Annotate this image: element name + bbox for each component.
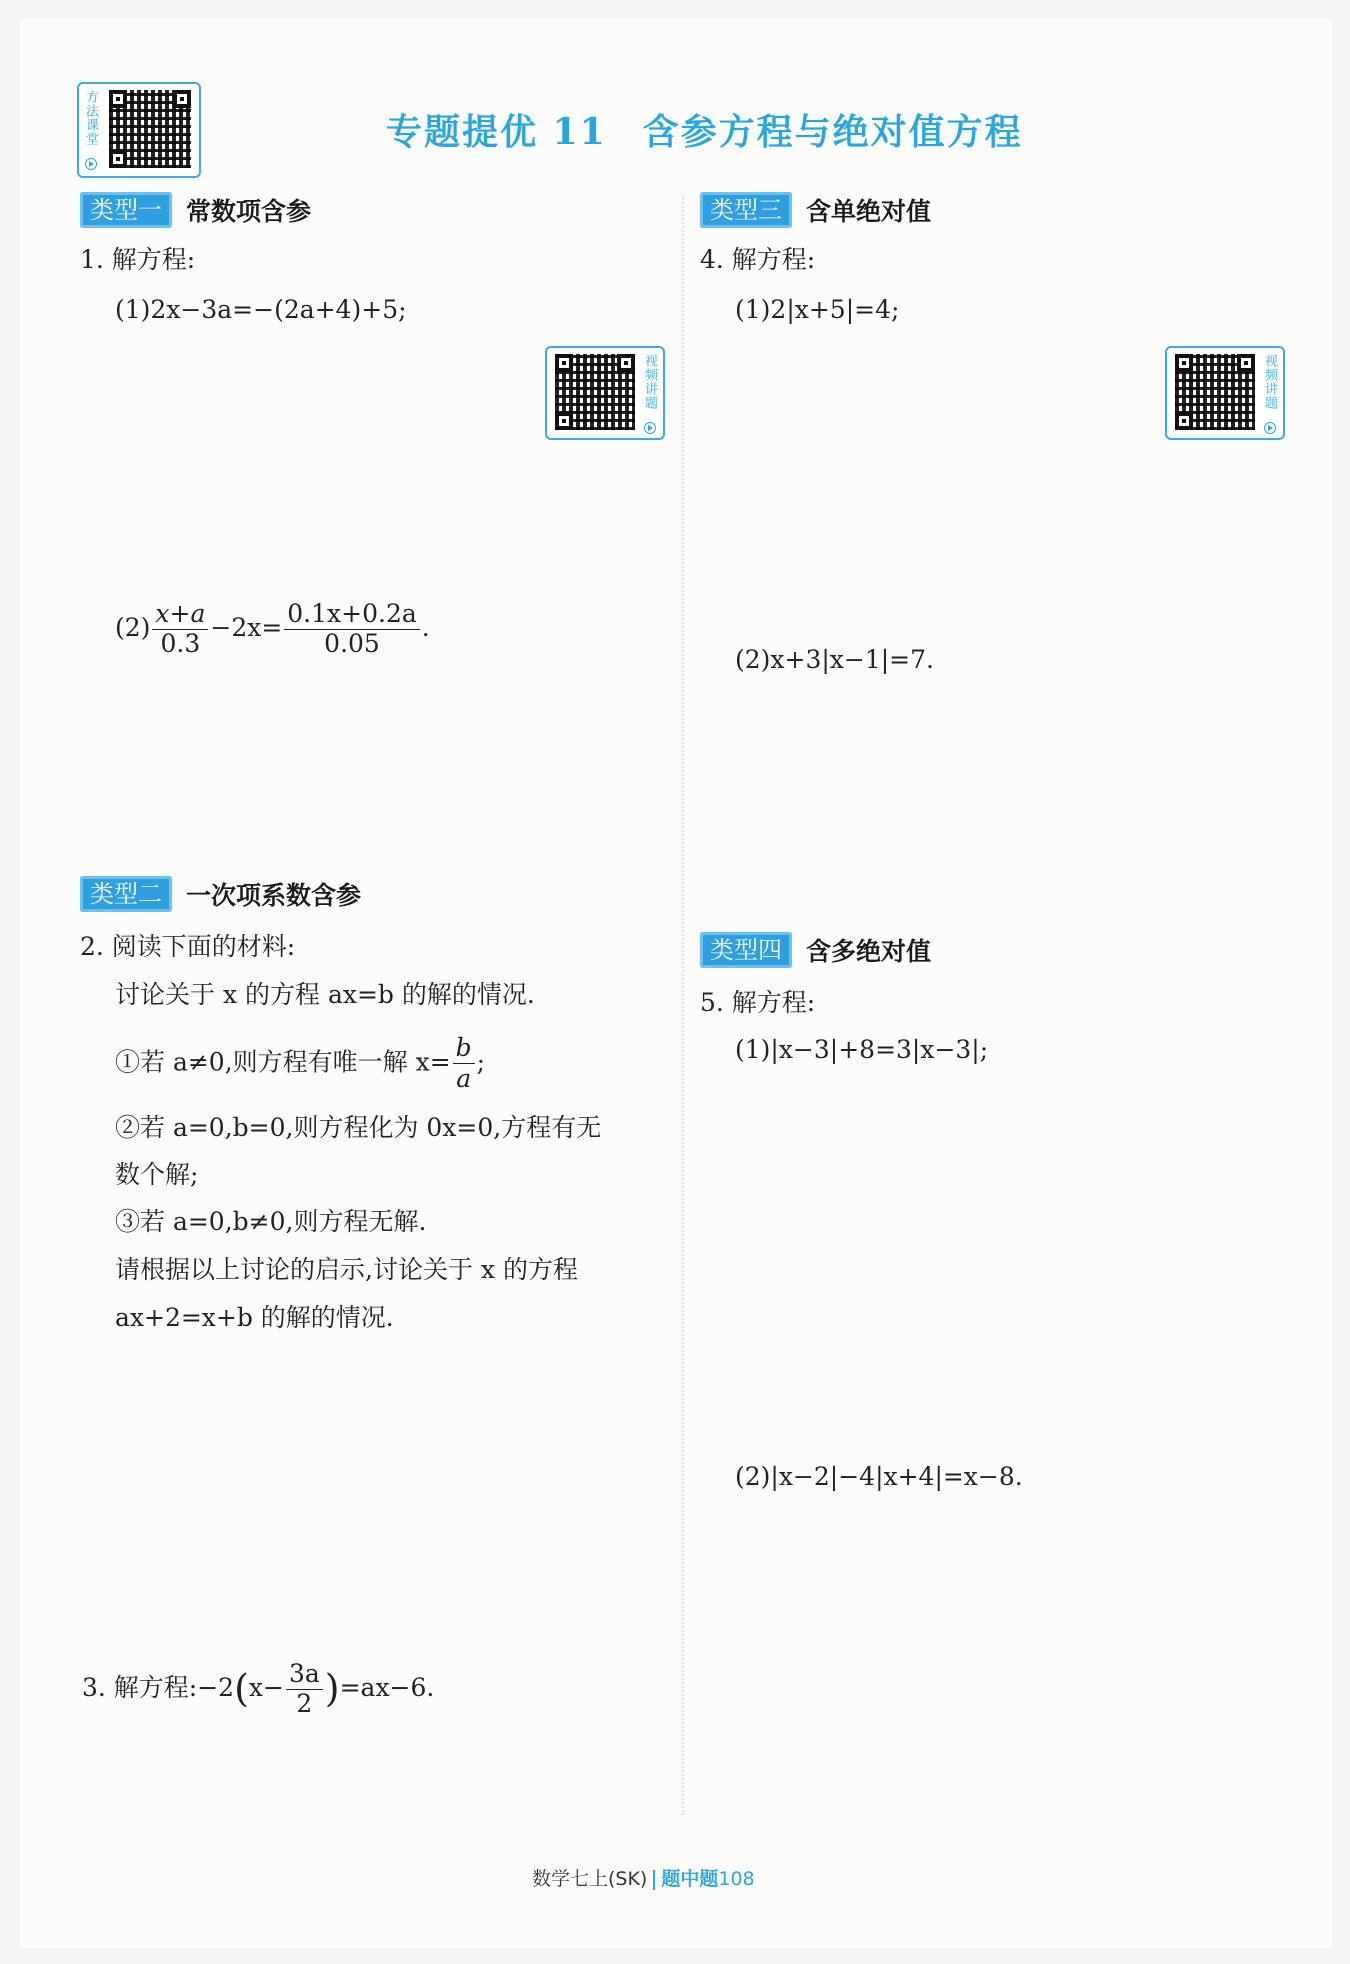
- footer-separator: [653, 1870, 655, 1890]
- question-5-part-2: (2)|x−2|−4|x+4|=x−8.: [735, 1462, 1023, 1491]
- fraction: $\frac{3a}{2}$: [286, 1660, 323, 1719]
- section-type1-header: [80, 192, 311, 228]
- column-divider: [682, 195, 684, 1815]
- video-qr-code[interactable]: [1165, 346, 1285, 440]
- play-icon: [1264, 422, 1276, 434]
- question-4-part-1: (1)2|x+5|=4;: [735, 295, 900, 324]
- page-title: [386, 104, 1023, 155]
- section-badge: 类型一: [80, 192, 172, 228]
- question-2-case-2b: 数个解;: [115, 1160, 199, 1189]
- question-2-line-1: 讨论关于 x 的方程 ax=b 的解的情况.: [115, 980, 535, 1009]
- question-2-ask-1: 请根据以上讨论的启示,讨论关于 x 的方程: [115, 1255, 578, 1284]
- book-name: 数学七上(SK): [532, 1868, 648, 1890]
- question-2-case-2a: ②若 a=0,b=0,则方程化为 0x=0,方程有无: [115, 1113, 602, 1142]
- question-2-ask-2: ax+2=x+b 的解的情况.: [115, 1303, 394, 1332]
- method-class-qr-code[interactable]: [77, 82, 201, 178]
- page-footer: [532, 1864, 755, 1891]
- section-label: 一次项系数含参: [186, 881, 362, 910]
- video-label: 视频讲题: [1262, 354, 1277, 410]
- question-2-stem: 2. 阅读下面的材料:: [80, 932, 296, 961]
- question-4-stem: 4. 解方程:: [700, 245, 816, 274]
- section-label: 含多绝对值: [806, 937, 932, 966]
- question-5-part-1: (1)|x−3|+8=3|x−3|;: [735, 1035, 989, 1064]
- video-qr-code[interactable]: [545, 346, 665, 440]
- play-icon: [85, 158, 97, 170]
- fraction: $\frac{x+a}{0.3}$: [152, 600, 208, 659]
- title-sub: 含参方程与绝对值方程: [642, 111, 1023, 153]
- section-badge: 类型四: [700, 932, 792, 968]
- question-1-part-2: (2) $\frac{x+a}{0.3}$ −2x= $\frac{0.1x+0.2a}{0.05}$ .: [115, 599, 430, 658]
- title-main: 专题提优 11: [386, 111, 607, 153]
- section-type2-header: [80, 876, 361, 912]
- brand-name: 题中题: [661, 1868, 719, 1890]
- question-2-case-3: ③若 a=0,b≠0,则方程无解.: [115, 1207, 427, 1236]
- question-3: 3. 解方程:−2(x− $\frac{3a}{2}$ )=ax−6.: [82, 1659, 435, 1718]
- section-badge: 类型二: [80, 876, 172, 912]
- section-type3-header: [700, 192, 931, 228]
- page-number: 108: [718, 1868, 755, 1890]
- question-1-part-1: (1)2x−3a=−(2a+4)+5;: [115, 295, 407, 324]
- question-1-stem: 1. 解方程:: [80, 245, 196, 274]
- section-badge: 类型三: [700, 192, 792, 228]
- question-4-part-2: (2)x+3|x−1|=7.: [735, 645, 934, 674]
- fraction: $\frac{0.1x+0.2a}{0.05}$: [284, 600, 419, 659]
- qr-side-label: 方法课堂: [83, 90, 98, 146]
- section-label: 常数项含参: [186, 197, 312, 226]
- section-type4-header: [700, 932, 931, 968]
- fraction: $\frac{b}{a}$: [453, 1034, 475, 1094]
- video-label: 视频讲题: [642, 354, 657, 410]
- question-5-stem: 5. 解方程:: [700, 988, 816, 1017]
- section-label: 含单绝对值: [806, 197, 932, 226]
- play-icon: [644, 422, 656, 434]
- question-2-case-1: ①若 a≠0,则方程有唯一解 x= $\frac{b}{a}$;: [115, 1033, 486, 1093]
